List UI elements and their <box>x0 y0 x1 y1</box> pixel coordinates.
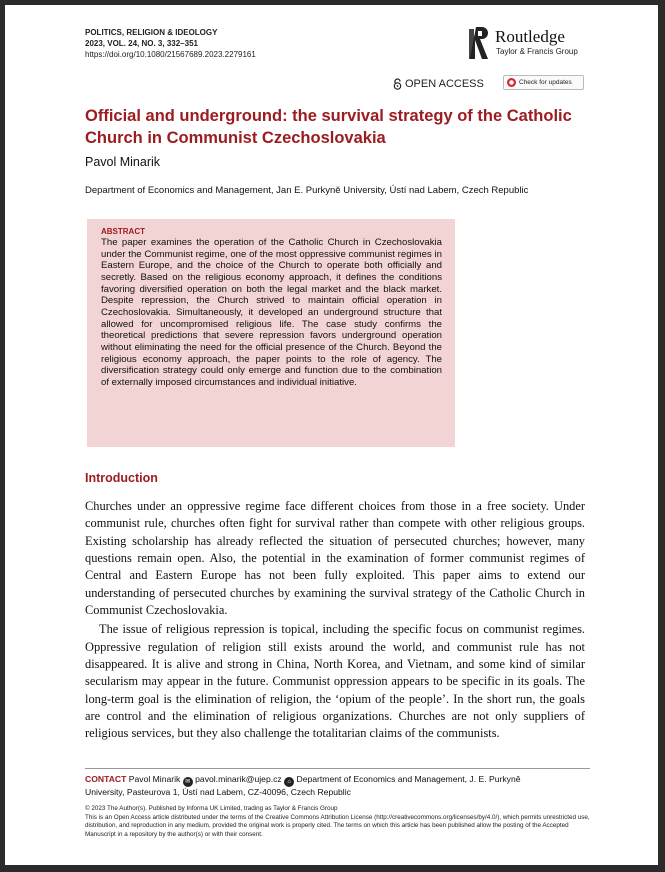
open-access-label: OPEN ACCESS <box>405 78 484 90</box>
article-title: Official and underground: the survival strategy of the Catholic Church in Communist Czechoslovakia <box>85 107 572 147</box>
contact-info <box>85 774 590 798</box>
footnote-divider <box>85 768 590 769</box>
check-for-updates-button[interactable] <box>503 75 584 90</box>
author-affiliation: Department of Economics and Management, Jan E. Purkyně University, Ústí nad Labem, Czech Republic <box>85 185 529 196</box>
journal-header <box>85 27 256 60</box>
email-icon: ✉ <box>183 777 193 787</box>
contact-address-rest: University, Pasteurova 1, Ústí nad Labem, CZ-40096, Czech Republic <box>85 787 351 797</box>
address-icon: ⌂ <box>284 777 294 787</box>
publisher-group: Taylor & Francis Group <box>496 47 578 56</box>
abstract-box <box>87 219 455 447</box>
doi-link[interactable]: https://doi.org/10.1080/21567689.2023.2279161 <box>85 50 256 59</box>
license-text: This is an Open Access article distributed under the terms of the Creative Commons Attribution License (http://creativecommons.org/licenses/by/4.0/), which permits unrestricted use, distribution, and reproduction in any medium, provided the original work is properly cited. The terms on which this article has been published allow the posting of the Accepted Manuscript in a repository by the author(s) or with their consent. <box>85 813 590 838</box>
contact-name: Pavol Minarik <box>128 774 181 784</box>
abstract-label: ABSTRACT <box>101 227 145 236</box>
body-paragraph: Churches under an oppressive regime face different choices from those in a free society. Under communist rule, churches often fight for survival rather than compete with other religious groups. Existing scholarship has already reflected the situation of persecuted churches; however, many questions remain open. Also, the potential in the examination of former communist regimes of Central and Eastern Europe has not been fully exploited. This paper aims to extend our understanding of persecuted churches by examining the survival strategy of the Catholic Church in Communist Czechoslovakia. <box>85 499 585 618</box>
publisher-logo <box>467 23 607 63</box>
body-paragraph: The issue of religious repression is topical, including the specific focus on communist regimes. Oppressive regulation of religion still exists around the world, and communist rule has not disappeared. It is alive and strong in China, North Korea, and Vietnam, and some kind of similar secularism may appear in the future. Communist oppression appears to be specific in its goals. The long-term goal is the elimination of religion, the ‘opium of the people’. In the short run, the goals are control and the elimination of religious organizations. Churches are not only suppliers of religious services, but they also challenge the totalitarian claims of the communists. <box>85 622 585 741</box>
crossmark-icon <box>507 78 516 87</box>
check-for-updates-label: Check for updates <box>519 79 572 86</box>
abstract-text: The paper examines the operation of the Catholic Church in Czechoslovakia under the Communist regime, one of the most oppressive communist regimes in Eastern Europe, and the choice of the Church to operate both officially and secretly. Based on the religious economy approach, it defines the conditions favoring diversified operation on both the legal market and the black market. Despite repression, the Church strived to maintain official operation in Czechoslovakia. Simultaneously, it developed an underground structure that allowed for uncompromised religious life. The case study confirms the theoretical predictions that severe repression favors underground operation without eliminating the need for the official presence of the Church. Beyond the religious economy approach, the paper points to the role of agency. The diversification strategy could only emerge and function due to the combination of externally imposed circumstances and individual initiative. <box>101 237 442 388</box>
routledge-logo-icon <box>467 23 491 63</box>
introduction-body <box>85 498 585 743</box>
section-heading-introduction: Introduction <box>85 471 158 485</box>
copyright-notice <box>85 805 590 839</box>
publisher-name: Routledge <box>495 27 565 46</box>
contact-email[interactable]: pavol.minarik@ujep.cz <box>195 774 282 784</box>
journal-citation: 2023, VOL. 24, NO. 3, 332–351 <box>85 39 198 48</box>
author-name[interactable]: Pavol Minarik <box>85 155 161 169</box>
contact-address-first: Department of Economics and Management, J. E. Purkyně <box>296 774 521 784</box>
contact-label: CONTACT <box>85 774 127 784</box>
open-lock-icon <box>393 78 402 90</box>
journal-name: POLITICS, RELIGION & IDEOLOGY <box>85 28 218 37</box>
open-access-badge <box>393 78 484 90</box>
article-page <box>5 5 658 865</box>
copyright-line: © 2023 The Author(s). Published by Informa UK Limited, trading as Taylor & Francis Group <box>85 805 338 812</box>
